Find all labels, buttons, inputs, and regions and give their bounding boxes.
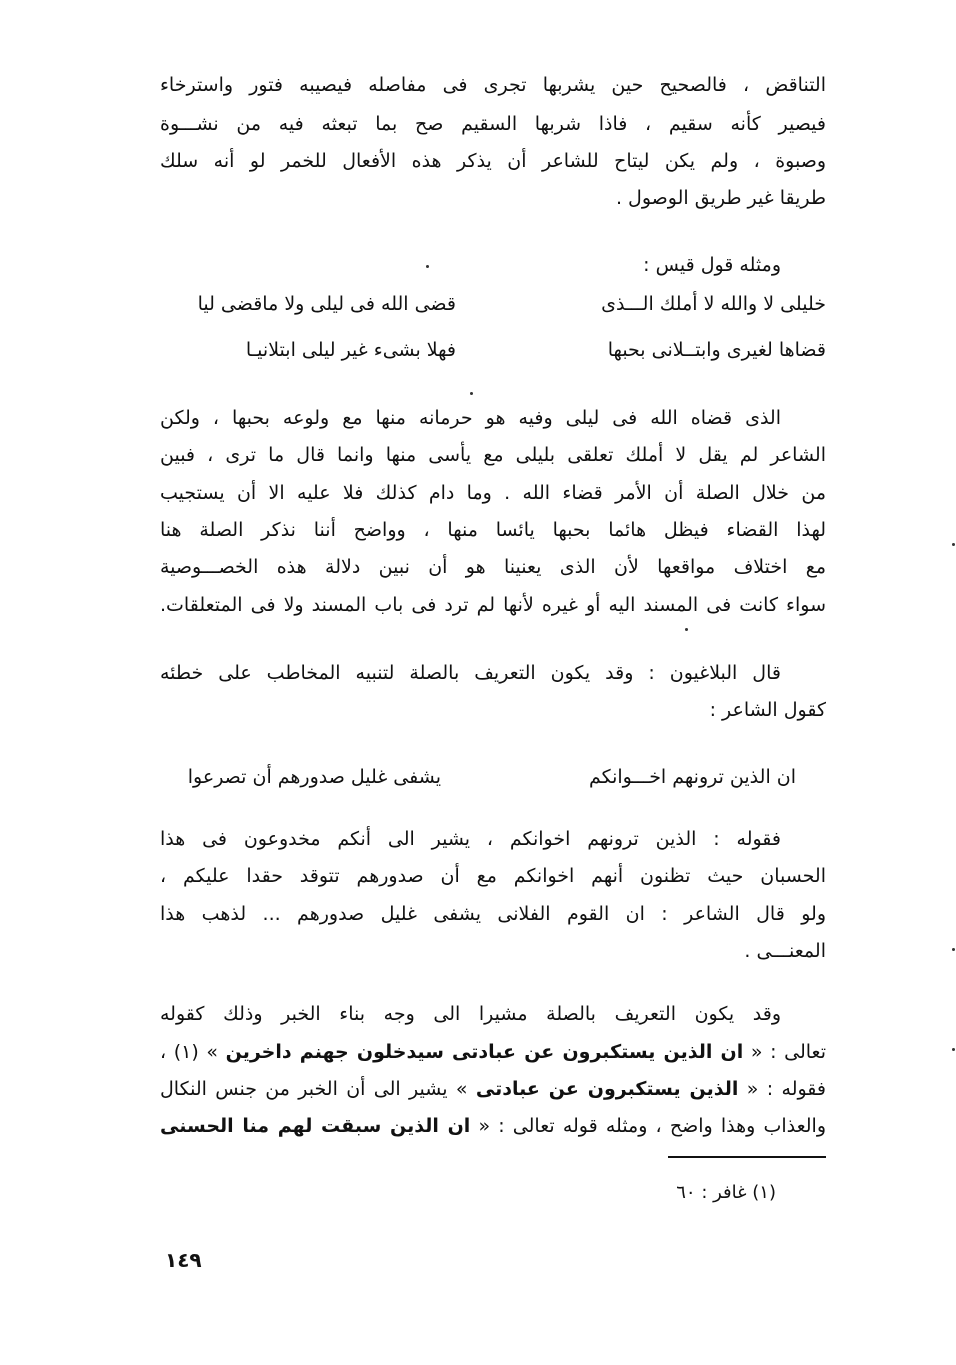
scan-speck bbox=[952, 543, 955, 546]
paragraph3-line: سواء كانت فى المسند اليه أو غيره لأنها لم ترد فى باب المسند ولا فى المتعلقات. bbox=[160, 594, 826, 616]
quran-quote: ان الذين يستكبرون عن عبادتى سيدخلون جهنم داخرين bbox=[225, 1041, 744, 1063]
paragraph5-line: فقوله : الذين ترونهم اخوانكم ، يشير الى أنكم مخدوعون فى هذا bbox=[160, 828, 781, 850]
poem1-verse2-second-hemistich: فهلا بشىء غير ليلى ابتلانيـا bbox=[245, 339, 456, 361]
quran-quote: الذين يستكبرون عن عبادتى bbox=[475, 1078, 739, 1100]
scan-speck bbox=[952, 948, 955, 951]
scan-speck bbox=[685, 628, 688, 631]
paragraph4-line: كقول الشاعر : bbox=[709, 699, 826, 721]
paragraph3-line: الذى قضاه الله فى ليلى وفيه هو حرمانه منها مع ولوعه بحبها ، ولكن bbox=[160, 407, 781, 429]
page-number: ١٤٩ bbox=[165, 1248, 202, 1272]
paragraph6-line: وقد يكون التعريف بالصلة مشيرا الى وجه بناء الخبر وذلك كقوله bbox=[160, 1003, 781, 1025]
paragraph3-line: لهذا القضاء فيظل هائما بحبها يائسا منها ، وواضح أننا نذكر الصلة هنا bbox=[160, 519, 826, 541]
poem2-first-hemistich: ان الذين ترونهم اخـــوانكم bbox=[588, 766, 796, 788]
paragraph5-line: الحسبان حيث تظنون أنهم اخوانكم مع أن صدورهم تتوقد حقدا عليكم ، bbox=[160, 865, 826, 887]
quran-quote: ان الذين سبقت لهم منا الحسنى bbox=[160, 1115, 471, 1137]
poem1-verse2-first-hemistich: قضاها لغيرى وابتــلانى بحبها bbox=[607, 339, 826, 361]
paragraph6-line: تعالى : « ان الذين يستكبرون عن عبادتى سيدخلون جهنم داخرين » (١) ، bbox=[160, 1041, 826, 1063]
poem1-verse1-first-hemistich: خليلى لا والله لا أملك الـــذى bbox=[601, 293, 826, 315]
footnote-separator bbox=[668, 1156, 826, 1158]
paragraph5-line: المعنـــى . bbox=[744, 940, 826, 962]
scan-speck bbox=[426, 265, 429, 268]
footnote: (١) غافر : ٦٠ bbox=[676, 1182, 776, 1203]
paragraph5-line: ولو قال الشاعر : ان القوم الفلانى يشفى غليل صدورهم ... لذهب هذا bbox=[160, 903, 826, 925]
paragraph4-line: قال البلاغيون : وقد يكون التعريف بالصلة لتنبيه المخاطب على خطئه bbox=[160, 662, 781, 684]
poem2-second-hemistich: يشفى غليل صدورهم أن تصرعوا bbox=[187, 766, 441, 788]
paragraph6-line: والعذاب وهذا واضح ، ومثله قوله تعالى : « ان الذين سبقت لهم منا الحسنى bbox=[160, 1115, 826, 1137]
scan-speck bbox=[470, 392, 473, 395]
paragraph6-line: فقوله : « الذين يستكبرون عن عبادتى » يشير الى أن الخبر من جنس النكال bbox=[160, 1078, 826, 1100]
paragraph1-line: وصبوة ، ولم يكن ليتاح للشاعر أن يذكر هذه الأفعال للخمر لو أنه سلك bbox=[160, 150, 826, 172]
paragraph1-line: فيصير كأنه سقيم ، فاذا شربها السقيم صح بما تبعثه فيه من نشـــوة bbox=[160, 113, 826, 135]
paragraph3-line: الشاعر لم يقل لا أملك تعلقى بليلى مع يأسى منها وانما قال ما ترى ، فبين bbox=[160, 444, 826, 466]
poem-intro: ومثله قول قيس : bbox=[643, 254, 781, 276]
poem1-verse1-second-hemistich: قضى الله فى ليلى ولا ماقضى ليا bbox=[197, 293, 456, 315]
scan-speck bbox=[952, 1048, 955, 1051]
paragraph1-line: طريقا غير طريق الوصول . bbox=[615, 187, 826, 209]
paragraph3-line: مع اختلاف مواقعها لأن الذى يعنينا هو أن نبين دلالة هذه الخصـــوصية bbox=[160, 556, 826, 578]
paragraph1-line: التناقض ، فالصحيح حين يشربها تجرى فى مفاصله فيصيبه فتور واسترخاء bbox=[160, 74, 826, 96]
paragraph3-line: من خلال الصلة أن الأمر قضاء الله . وما دام كذلك فلا عليه الا أن يستجيب bbox=[160, 482, 826, 504]
